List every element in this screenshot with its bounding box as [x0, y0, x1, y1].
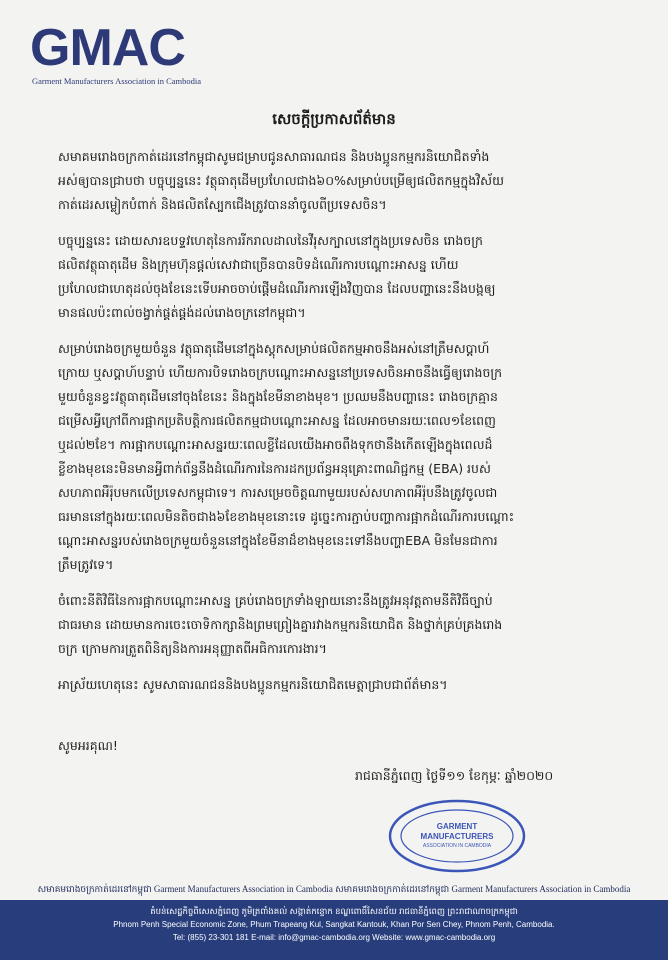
logo-subtitle: Garment Manufacturers Association in Cambodia: [32, 76, 202, 86]
association-stamp-icon: [387, 798, 527, 874]
footer-address-khmer: តំបន់សេដ្ឋកិច្ចពិសេសភ្នំពេញ ភូមិត្រពាំងគល់ សង្កាត់កន្ទោក ខណ្ឌពោធិ៍សែនជ័យ រាជធានីភ្នំពេញ ព្រះរាជាណាចក្រកម្ពុជា: [150, 906, 518, 916]
footer-contact: Tel: (855) 23-301 181 E-mail: info@gmac-cambodia.org Website: www.gmac-cambodia.org: [172, 933, 496, 942]
date-line: រាជធានីភ្នំពេញ ថ្ងៃទី១១ ខែកុម្ភៈ ឆ្នាំ២០២០: [355, 768, 554, 783]
text-line: ក្រោយ ឬសប្ដាហ៍បន្ទាប់ ហើយការបិទរោងចក្របណ្ដោះអាសន្ននៅប្រទេសចិនអាចនឹងធ្វើឲ្យរោងចក្រ: [58, 365, 503, 380]
text-line: មួយចំនួនខ្វះវត្ថុធាតុដើមនៅចុងខែនេះ និងក្នុងខែមីនាខាងមុខ។ ប្រឈមនឹងបញ្ហានេះ រោងចក្រគ្មាន: [58, 389, 498, 404]
text-line: មានផលប៉ះពាល់ចង្វាក់ផ្គត់ផ្គង់ដល់រោងចក្រនៅកម្ពុជា។: [58, 305, 306, 320]
text-line: ជាធរមាន ដោយមានការចេះចោទិកាក្សានិងព្រមព្រៀងគ្នារវាងកម្មករនិយោជិត និងថ្នាក់គ្រប់គ្រងរោង: [58, 617, 503, 632]
text-line: ផលិតវត្ថុធាតុដើម និងក្រុមហ៊ុនផ្ដល់សេវាជាច្រើនបានបិទដំណើរការបណ្ដោះអាសន្ន ហើយ: [58, 257, 459, 272]
footer-association-line: សមាគមរោងចក្រកាត់ដេរនៅកម្ពុជា Garment Manufacturers Association in Cambodia សមាគមរោងចក្រកាត់ដេរនៅកម្ពុជា Garment Manufacturers Association in Cambodia: [37, 884, 631, 894]
paragraph-5: [58, 673, 618, 697]
logo-mark: GMAC: [30, 19, 185, 77]
stamp-line-1: GARMENT: [436, 822, 478, 831]
footer-address-english: Phnom Penh Special Economic Zone, Phum Trapeang Kul, Sangkat Kantouk, Khan Por Sen Chey, Phnom Penh, Cambodia.: [113, 920, 555, 929]
text-line: កាត់ដេរសម្លៀកបំពាក់ និងផលិតស្បែកជើងត្រូវបាននាំចូលពីប្រទេសចិន។: [58, 197, 387, 212]
text-line: សមាគមរោងចក្រកាត់ដេរនៅកម្ពុជាសូមជម្រាបជូនសាធារណជន និងបងប្អូនកម្មករនិយោជិតទាំង: [58, 149, 490, 164]
closing-greeting: សូមអរគុណ!: [58, 738, 118, 753]
text-line: ត្រឹមត្រូវទេ។: [58, 557, 114, 572]
text-line: ចក្រ ក្រោមការត្រួតពិនិត្យនិងការអនុញ្ញាតពីអធិការកោរងារ។: [58, 641, 327, 656]
document-title: សេចក្ដីប្រកាសព័ត៌មាន: [272, 110, 396, 128]
paragraph-4: [58, 589, 618, 661]
text-line: ចំពោះនីតិវិធីនៃការផ្អាកបណ្ដោះអាសន្ន គ្រប់រោងចក្រទាំងឡាយនោះនឹងត្រូវអនុវត្តតាមនីតិវិធីច្បាប់: [58, 593, 493, 608]
text-line: ណ្ដោះអាសន្នរបស់រោងចក្រមួយចំនួននៅក្នុងខែមីនាដ៏ខាងមុខនេះទៅនឹងបញ្ហាEBA មិនមែនជាការ: [58, 533, 498, 548]
text-line: ប្រហែលជាហេតុដល់ចុងខែនេះទើបអាចចាប់ផ្ដើមដំណើរការឡើងវិញបាន ដែលបញ្ហានេះនឹងបង្កឲ្យ: [58, 281, 496, 296]
text-line: សហភាពអឺរ៉ុបមកលើប្រទេសកម្ពុជាទេ។ ការសម្រេចចិត្តណាមួយរបស់សហភាពអឺរ៉ុបនឹងត្រូវចូលជា: [58, 485, 498, 500]
gmac-logo: [30, 19, 220, 86]
paragraph-1: [58, 145, 618, 217]
text-line: សម្រាប់រោងចក្រមួយចំនួន វត្ថុធាតុដើមនៅក្នុងស្តុកសម្រាប់ផលិតកម្មអាចនឹងអស់នៅត្រឹមសប្ដាហ៍: [58, 341, 490, 356]
text-line: អស់ឲ្យបានជ្រាបថា បច្ចុប្បន្ននេះ វត្ថុធាតុដើមប្រហែលជាង៦០%សម្រាប់បម្រើឲ្យផលិតកម្មក្នុងវិស័យ: [58, 173, 504, 188]
text-line: ជម្រើសអ្វីក្រៅពីការផ្អាកប្រតិបត្តិការផលិតកម្មជាបណ្ដោះអាសន្ន ដែលអាចមានរយៈពេល១ខែពេញ: [58, 413, 496, 428]
text-line: ធរមាននៅក្នុងរយៈពេលមិនតិចជាង៦ខែខាងមុខនោះទេ ដូច្នេះការភ្ជាប់បញ្ហាការផ្អាកដំណើរការបណ្ដោះ: [58, 509, 515, 524]
paragraph-2: [58, 229, 618, 325]
stamp-line-2: MANUFACTURERS: [420, 832, 494, 841]
footer-band: [0, 900, 668, 960]
text-line: បច្ចុប្បន្ននេះ ដោយសារឧបទ្ទវហេតុនៃការរីករាលដាលនៃវីរុសក្បាលនៅក្នុងប្រទេសចិន រោងចក្រ: [58, 233, 483, 248]
paragraph-3: [58, 337, 618, 577]
text-line: ខ្លីខាងមុខនេះមិនមានអ្វីពាក់ព័ន្ធនឹងដំណើរការនៃការដកប្រព័ន្ធអនុគ្រោះពាណិជ្ជកម្ម (EBA) របស់: [58, 461, 491, 476]
stamp-line-3: ASSOCIATION IN CAMBODIA: [422, 843, 492, 849]
text-line: ឬដល់២ខែ។ ការផ្អាកបណ្ដោះអាសន្នរយៈពេលខ្លីដែលយើងអាចពឹងទុកថានឹងកើតឡើងក្នុងពេលដ៏: [58, 437, 493, 452]
document-body: [58, 145, 618, 709]
text-line: អាស្រ័យហេតុនេះ សូមសាធារណជននិងបងប្អូនកម្មករនិយោជិតមេត្តាជ្រាបជាព័ត៌មាន។: [58, 677, 448, 692]
